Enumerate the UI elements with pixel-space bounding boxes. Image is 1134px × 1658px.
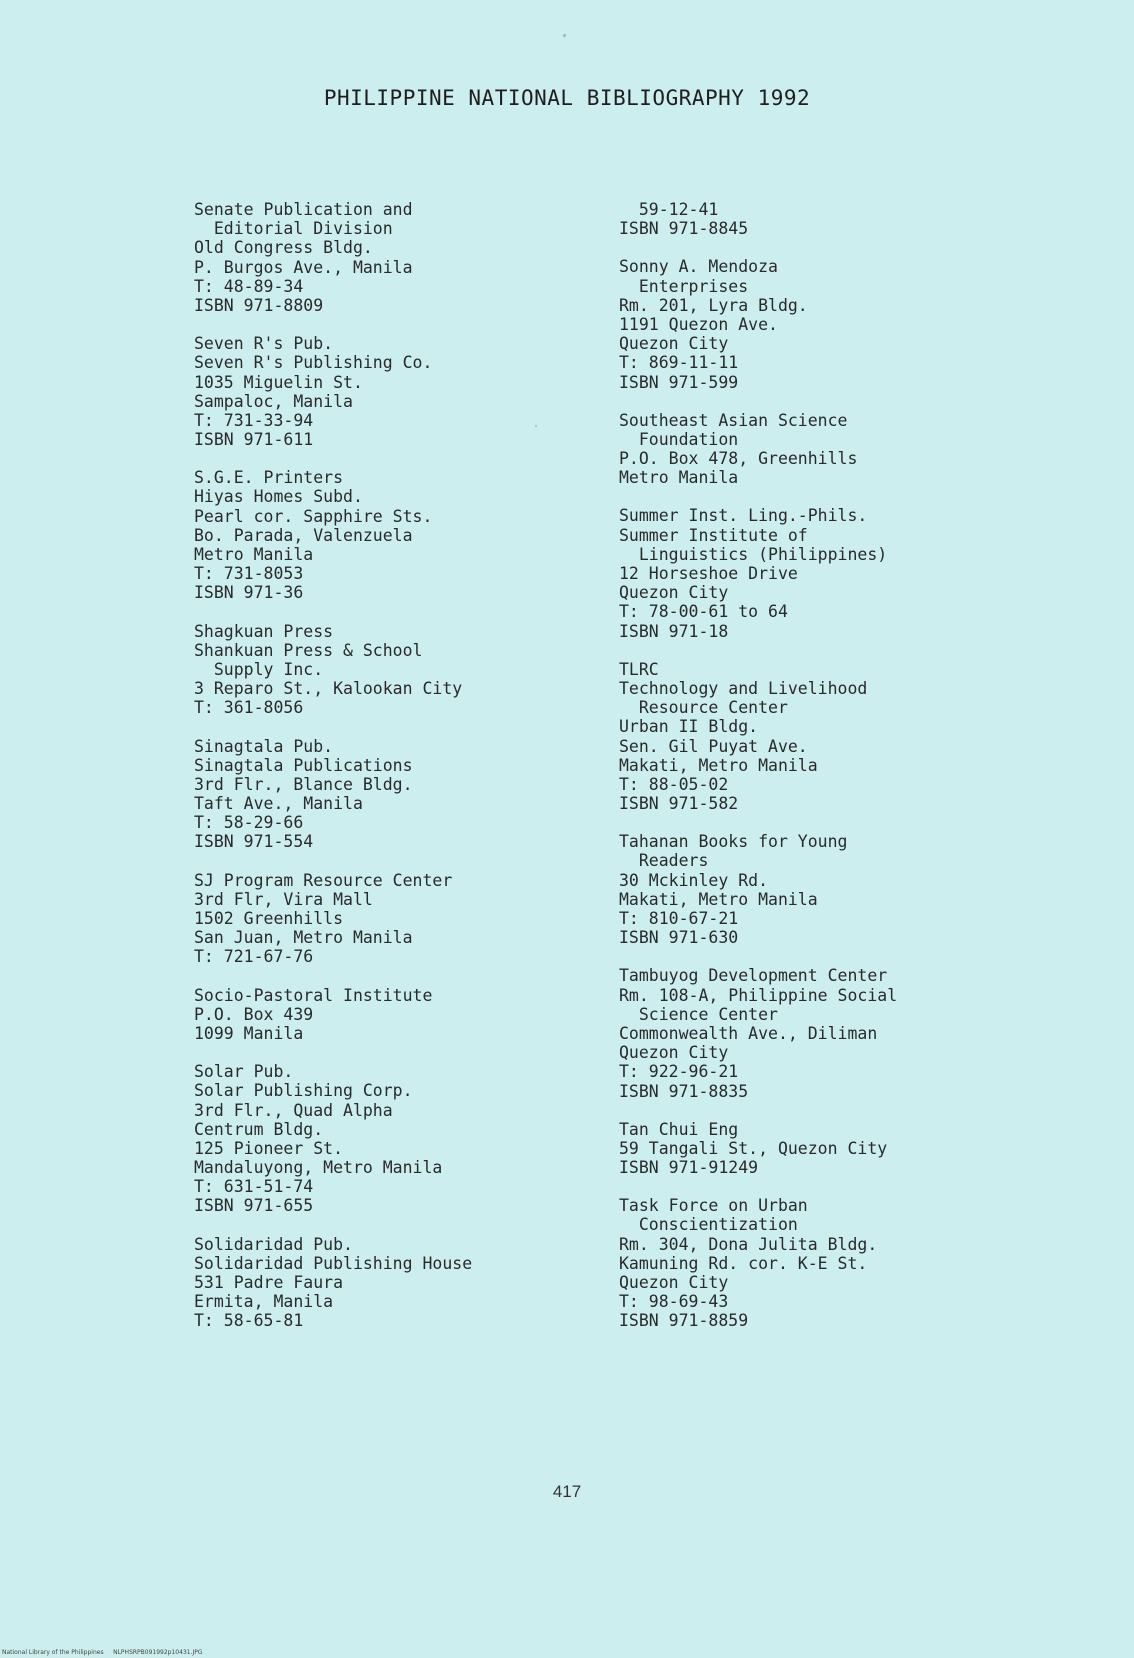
entry-line: T: 361-8056 [194, 698, 304, 718]
entry-line: T: 922-96-21 [619, 1062, 739, 1082]
entry-line: Quezon City [619, 334, 729, 354]
entry-line: Sinagtala Publications [194, 755, 413, 775]
entry-line: Editorial Division [194, 219, 393, 239]
entry-line: Old Congress Bldg. [194, 238, 373, 258]
entry-line: 3rd Flr., Blance Bldg. [194, 774, 413, 794]
directory-entry [619, 1120, 1079, 1178]
entry-line: Seven R's Publishing Co. [194, 353, 433, 373]
entry-line: Sampaloc, Manila [194, 391, 353, 411]
entry-line: Summer Inst. Ling.-Phils. [619, 506, 868, 526]
entry-line: Rm. 201, Lyra Bldg. [619, 295, 808, 315]
paper-speck [563, 34, 566, 37]
entry-line: Readers [619, 851, 709, 871]
entry-line: Southeast Asian Science [619, 410, 848, 430]
entry-line: Bo. Parada, Valenzuela [194, 525, 413, 545]
entry-line: 3rd Flr, Vira Mall [194, 889, 373, 909]
entry-line: 125 Pioneer St. [194, 1138, 344, 1158]
entry-line: Solar Publishing Corp. [194, 1081, 413, 1101]
entry-line: T: 88-05-02 [619, 774, 729, 794]
directory-entry [194, 468, 654, 602]
entry-line: ISBN 971-8845 [619, 219, 749, 239]
directory-entry [194, 1062, 654, 1216]
entry-line: T: 58-29-66 [194, 813, 304, 833]
entry-line: 1502 Greenhills [194, 909, 344, 928]
entry-line: T: 48-89-34 [194, 276, 304, 296]
entry-line: Quezon City [619, 1043, 729, 1063]
entry-line: Technology and Livelihood [619, 678, 868, 698]
entry-line: Urban II Bldg. [619, 717, 759, 737]
entry-line: ISBN 971-18 [619, 621, 729, 641]
entry-line: ISBN 971-8809 [194, 295, 324, 315]
directory-entry [194, 871, 654, 967]
entry-line: T: 721-67-76 [194, 947, 314, 967]
entry-line: Linguistics (Philippines) [619, 544, 888, 564]
entry-line: Makati, Metro Manila [619, 889, 818, 909]
entry-line: P. Burgos Ave., Manila [194, 257, 413, 277]
entry-line: 3rd Flr., Quad Alpha [194, 1100, 393, 1120]
page-number: 417 [552, 1482, 582, 1501]
directory-entry [619, 966, 1079, 1100]
directory-entry [619, 660, 1079, 814]
directory-entry [619, 257, 1079, 391]
entry-line: ISBN 971-554 [194, 832, 314, 852]
entry-line: Enterprises [619, 276, 749, 296]
entry-line: Shagkuan Press [194, 621, 334, 641]
entry-line: Summer Institute of [619, 525, 808, 545]
entry-line: Pearl cor. Sapphire Sts. [194, 506, 433, 526]
directory-entry [194, 737, 654, 852]
entry-line: T: 731-33-94 [194, 410, 314, 430]
entry-line: Sonny A. Mendoza [619, 257, 778, 277]
entry-line: 531 Padre Faura [194, 1273, 344, 1292]
directory-entry [194, 200, 654, 315]
directory-entry [619, 1196, 1079, 1330]
left-column [194, 200, 654, 1350]
footer-caption: National Library of the Philippines NLPHSRPB091992p10431.JPG [2, 1649, 203, 1656]
entry-line: ISBN 971-36 [194, 583, 304, 603]
entry-line: SJ Program Resource Center [194, 870, 453, 890]
entry-line: P.O. Box 478, Greenhills [619, 449, 858, 469]
entry-line: ISBN 971-91249 [619, 1158, 759, 1178]
entry-line: Hiyas Homes Subd. [194, 487, 363, 507]
entry-line: Foundation [619, 429, 739, 449]
entry-line: ISBN 971-630 [619, 928, 739, 948]
entry-line: Socio-Pastoral Institute [194, 985, 433, 1005]
entry-line: ISBN 971-655 [194, 1196, 314, 1216]
directory-entry [619, 506, 1079, 640]
directory-entry [619, 411, 1079, 488]
entry-line: Commonwealth Ave., Diliman [619, 1023, 878, 1043]
right-column [619, 200, 1079, 1350]
entry-line: T: 98-69-43 [619, 1292, 729, 1312]
entry-line: S.G.E. Printers [194, 468, 344, 488]
entry-line: T: 869-11-11 [619, 353, 739, 373]
entry-line: Solar Pub. [194, 1062, 294, 1082]
entry-line: Mandaluyong, Metro Manila [194, 1158, 443, 1178]
entry-line: 1099 Manila [194, 1023, 304, 1043]
entry-line: 59 Tangali St., Quezon City [619, 1138, 888, 1158]
entry-line: 1035 Miguelin St. [194, 372, 363, 392]
entry-line: 1191 Quezon Ave. [619, 314, 778, 334]
page-title: PHILIPPINE NATIONAL BIBLIOGRAPHY 1992 [323, 86, 811, 110]
entry-line: Task Force on Urban [619, 1196, 808, 1216]
entry-line: ISBN 971-582 [619, 794, 739, 814]
entry-line: Resource Center [619, 698, 788, 718]
entry-line: Seven R's Pub. [194, 334, 334, 354]
entry-line: Sinagtala Pub. [194, 736, 334, 756]
directory-entry [619, 200, 1079, 238]
entry-line: Metro Manila [619, 468, 739, 488]
entry-line: 12 Horseshoe Drive [619, 564, 798, 583]
entry-line: Tambuyog Development Center [619, 966, 888, 986]
entry-line: Senate Publication and [194, 200, 413, 219]
entry-line: ISBN 971-8835 [619, 1081, 749, 1101]
entry-line: ISBN 971-8859 [619, 1311, 749, 1331]
entry-line: Taft Ave., Manila [194, 794, 363, 814]
entry-line: Centrum Bldg. [194, 1119, 324, 1139]
directory-entry [619, 832, 1079, 947]
entry-line: San Juan, Metro Manila [194, 928, 413, 948]
entry-line: T: 58-65-81 [194, 1311, 304, 1331]
entry-line: Supply Inc. [194, 659, 324, 679]
entry-line: T: 731-8053 [194, 564, 304, 584]
entry-line: T: 631-51-74 [194, 1177, 314, 1197]
entry-line: ISBN 971-599 [619, 372, 739, 392]
directory-entry [194, 1235, 654, 1331]
entry-line: Shankuan Press & School [194, 640, 423, 660]
directory-entry [194, 986, 654, 1044]
entry-line: Quezon City [619, 1273, 729, 1292]
entry-line: Quezon City [619, 583, 729, 603]
entry-line: 59-12-41 [619, 200, 719, 219]
entry-line: Kamuning Rd. cor. K-E St. [619, 1253, 868, 1273]
entry-line: T: 78-00-61 to 64 [619, 602, 788, 622]
directory-entry [194, 622, 654, 718]
directory-entry [194, 334, 654, 449]
entry-line: Sen. Gil Puyat Ave. [619, 736, 808, 756]
entry-line: Science Center [619, 1004, 778, 1024]
entry-line: Ermita, Manila [194, 1292, 334, 1312]
entry-line: Rm. 108-A, Philippine Social [619, 985, 898, 1005]
entry-line: P.O. Box 439 [194, 1004, 314, 1024]
entry-line: 3 Reparo St., Kalookan City [194, 679, 463, 699]
entry-line: Solidaridad Pub. [194, 1234, 353, 1254]
entry-line: Makati, Metro Manila [619, 755, 818, 775]
entry-line: Tan Chui Eng [619, 1119, 739, 1139]
entry-line: ISBN 971-611 [194, 430, 314, 450]
entry-line: Rm. 304, Dona Julita Bldg. [619, 1234, 878, 1254]
entry-line: Conscientization [619, 1215, 798, 1235]
entry-line: Solidaridad Publishing House [194, 1253, 473, 1273]
entry-line: Tahanan Books for Young [619, 832, 848, 852]
entry-line: T: 810-67-21 [619, 909, 739, 928]
entry-line: Metro Manila [194, 545, 314, 564]
entry-line: 30 Mckinley Rd. [619, 870, 769, 890]
entry-line: TLRC [619, 659, 659, 679]
